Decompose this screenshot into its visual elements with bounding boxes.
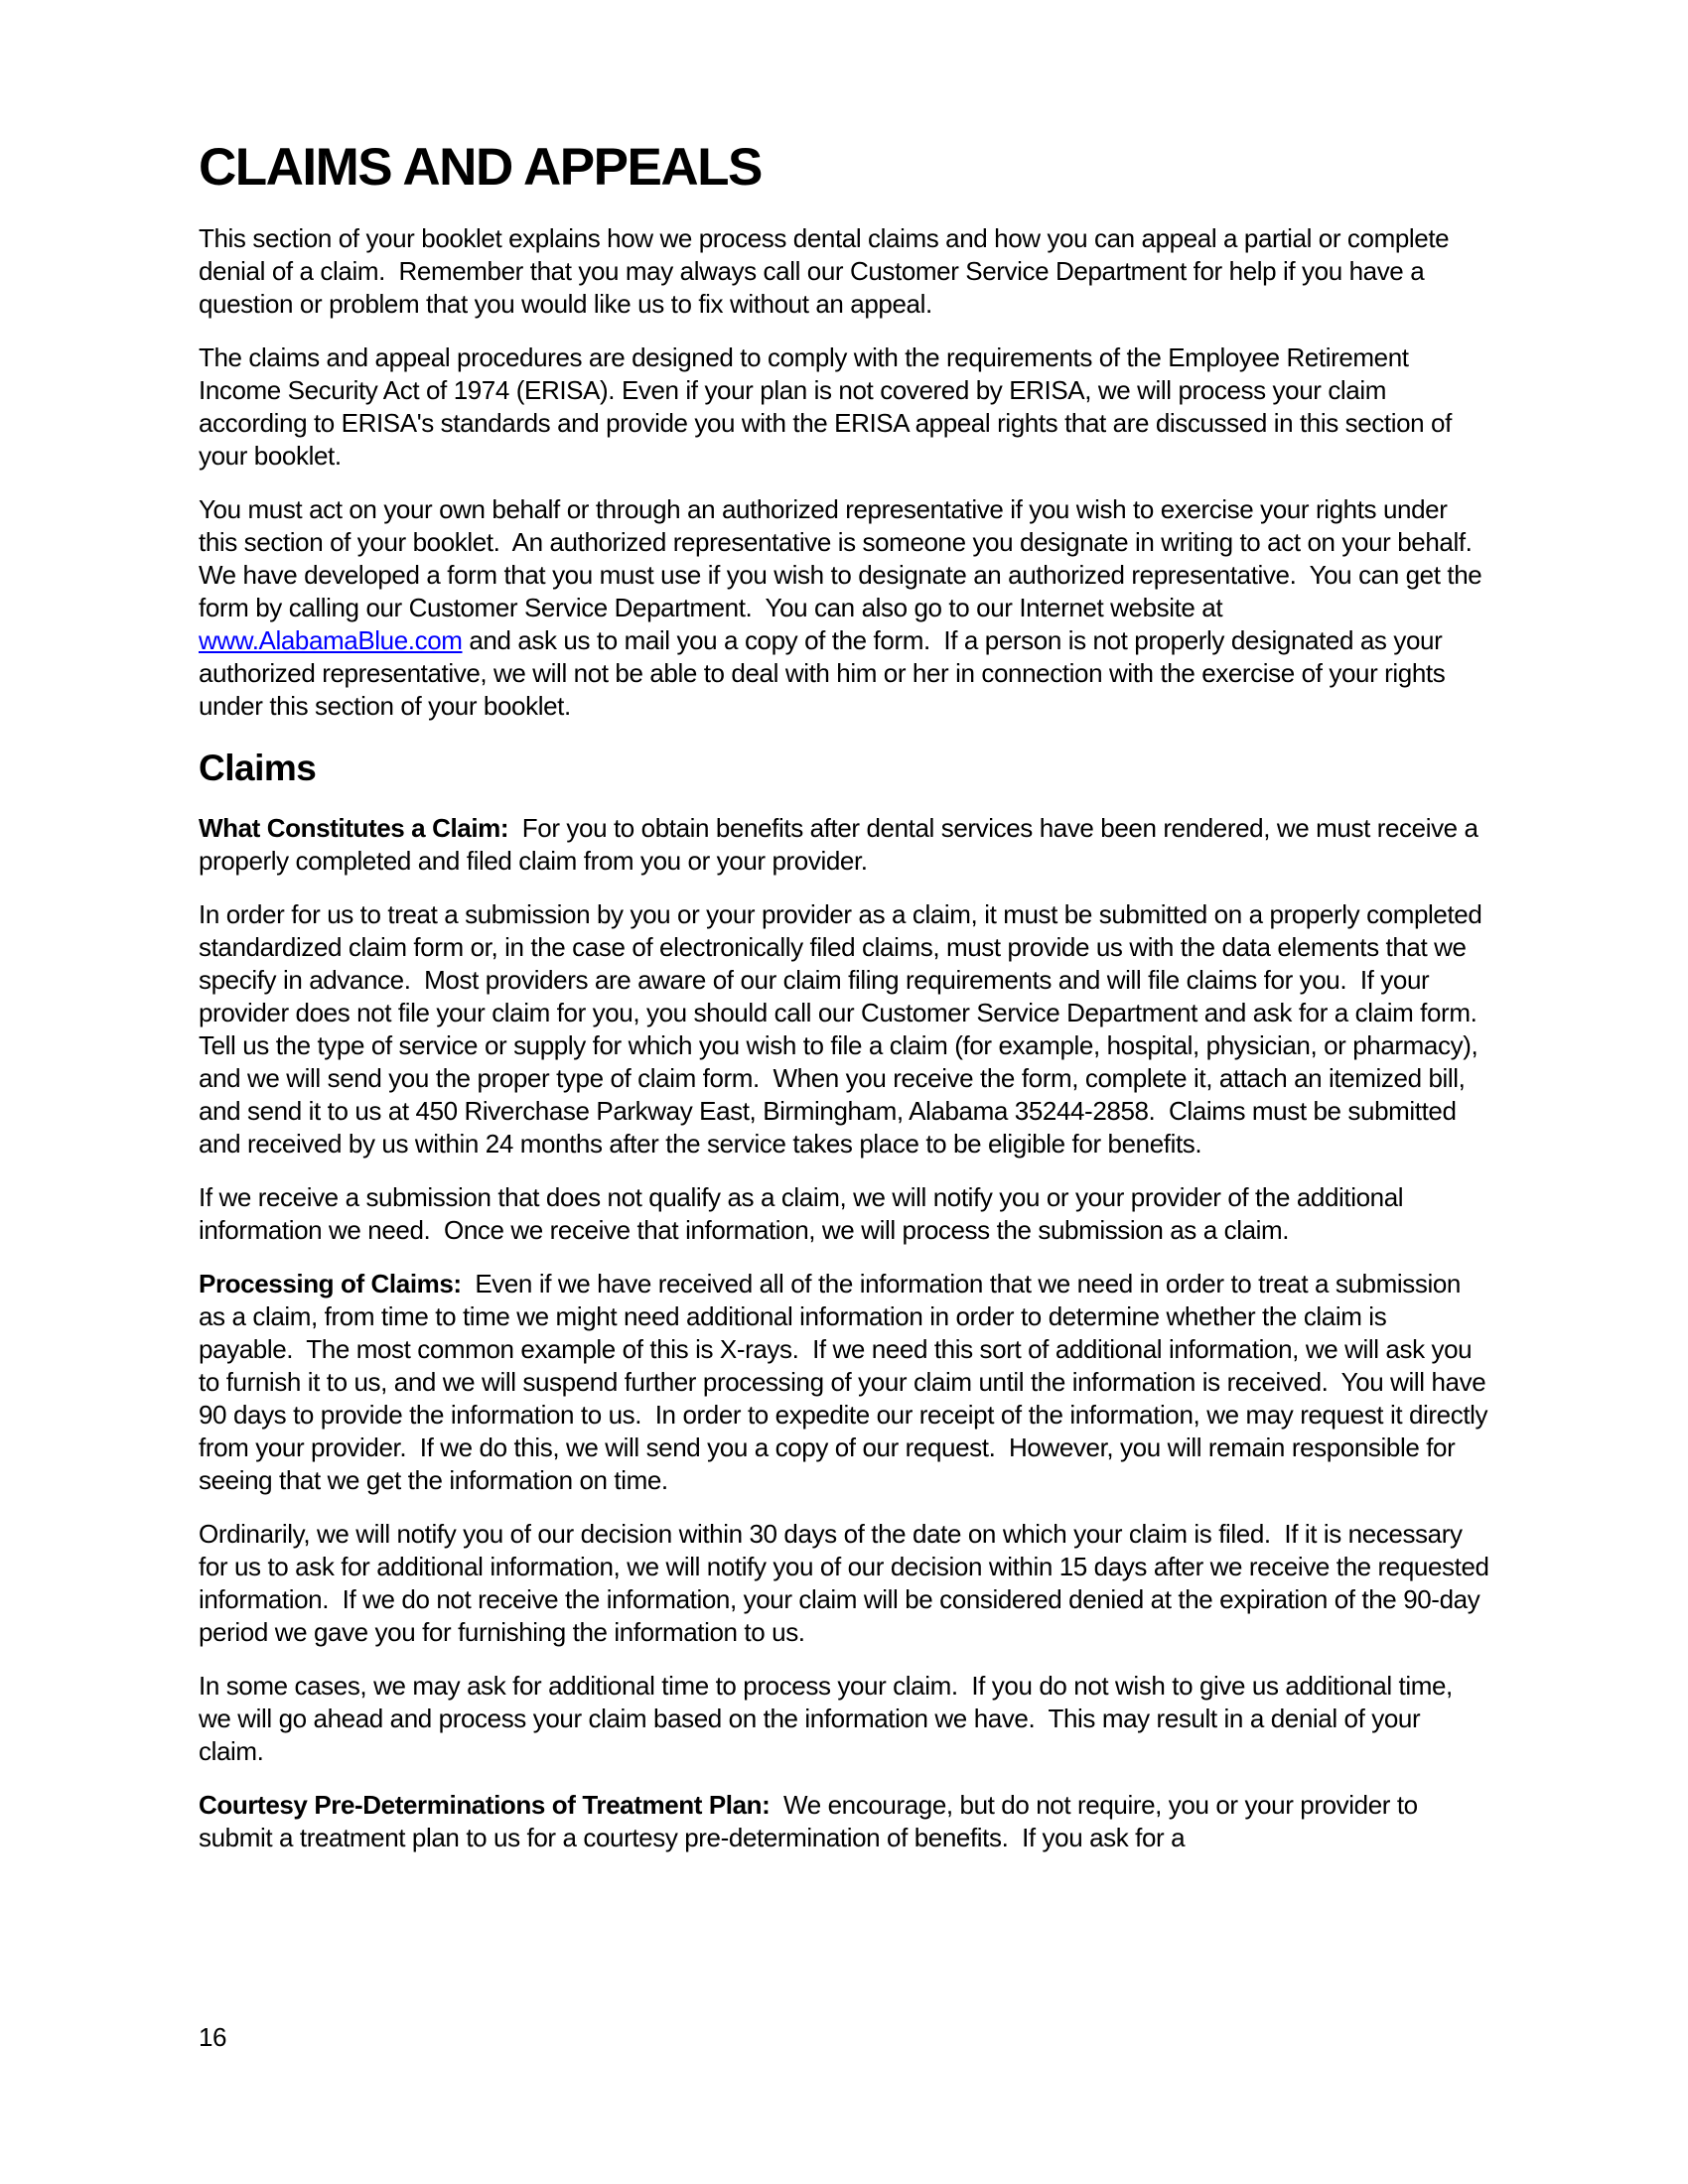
- paragraph-text: We encourage, but do not require, you or your provider to submit a treatment plan to us for a courtesy pre-determination of benefits. If you ask for a: [199, 1790, 1418, 1852]
- paragraph-text: This section of your booklet explains how we process dental claims and how you can appeal a partial or complete denial of a claim. Remember that you may always call our Customer Service Department for help if you have a question or problem that you would like us to fix without an appeal.: [199, 223, 1450, 319]
- paragraph-text: If we receive a submission that does not qualify as a claim, we will notify you or your provider of the additional information we need. Once we receive that information, we will process the submission as a claim.: [199, 1182, 1404, 1245]
- intro-paragraph-1: [199, 222, 1489, 321]
- claims-section-heading: Claims: [199, 748, 317, 788]
- paragraph-text: In some cases, we may ask for additional time to process your claim. If you do not wish to give us additional time, we will go ahead and process your claim based on the information we have. This may result in a denial of your claim.: [199, 1671, 1453, 1766]
- paragraph-lead: Processing of Claims:: [199, 1269, 462, 1298]
- claims-paragraph-4: [199, 1268, 1489, 1497]
- page-number: 16: [199, 2022, 227, 2052]
- alabamablue-link[interactable]: www.AlabamaBlue.com: [199, 625, 463, 655]
- claims-paragraph-3: [199, 1181, 1489, 1247]
- paragraph-lead: What Constitutes a Claim:: [199, 813, 509, 843]
- claims-paragraph-7: [199, 1789, 1489, 1854]
- paragraph-lead: Courtesy Pre-Determinations of Treatment Plan:: [199, 1790, 771, 1820]
- document-content: [199, 139, 1489, 1875]
- paragraph-text: The claims and appeal procedures are designed to comply with the requirements of the Employee Retirement Income Security Act of 1974 (ERISA). Even if your plan is not covered by ERISA, we will process your claim according to ERISA's standards and provide you with the ERISA appeal rights that are discussed in this section of your booklet.: [199, 342, 1452, 471]
- paragraph-text: and ask us to mail you a copy of the form. If a person is not properly designated as your authorized representative, we will not be able to deal with him or her in connection with the exercise of your rights under this section of your booklet.: [199, 625, 1446, 721]
- page-title: CLAIMS AND APPEALS: [199, 138, 762, 197]
- claims-paragraph-5: [199, 1518, 1489, 1649]
- paragraph-text: Even if we have received all of the information that we need in order to treat a submission as a claim, from time to time we might need additional information in order to determine whether the claim is payable. The most common example of this is X-rays. If we need this sort of additional information, we will ask you to furnish it to us, and we will suspend further processing of your claim until the information is received. You will have 90 days to provide the information to us. In order to expedite our receipt of the information, we may request it directly from your provider. If we do this, we will send you a copy of our request. However, you will remain responsible for seeing that we get the information on time.: [199, 1269, 1488, 1495]
- claims-paragraph-1: [199, 812, 1489, 878]
- claims-paragraph-2: [199, 898, 1489, 1160]
- paragraph-text: Ordinarily, we will notify you of our decision within 30 days of the date on which your claim is filed. If it is necessary for us to ask for additional information, we will notify you of our decision within 15 days after we receive the requested information. If we do not receive the information, your claim will be considered denied at the expiration of the 90-day period we gave you for furnishing the information to us.: [199, 1519, 1489, 1647]
- paragraph-text: For you to obtain benefits after dental services have been rendered, we must receive a properly completed and filed claim from you or your provider.: [199, 813, 1478, 876]
- intro-paragraph-2: [199, 341, 1489, 473]
- intro-paragraph-3: [199, 493, 1489, 723]
- paragraph-text: You must act on your own behalf or through an authorized representative if you wish to exercise your rights under this section of your booklet. An authorized representative is someone you designate in writing to act on your behalf. We have developed a form that you must use if you wish to designate an authorized representative. You can get the form by calling our Customer Service Department. You can also go to our Internet website at: [199, 494, 1482, 622]
- claims-paragraph-6: [199, 1670, 1489, 1768]
- paragraph-text: In order for us to treat a submission by you or your provider as a claim, it must be submitted on a properly completed standardized claim form or, in the case of electronically filed claims, must provide us with the data elements that we specify in advance. Most providers are aware of our claim filing requirements and will file claims for you. If your provider does not file your claim for you, you should call our Customer Service Department and ask for a claim form. Tell us the type of service or supply for which you wish to file a claim (for example, hospital, physician, or pharmacy), and we will send you the proper type of claim form. When you receive the form, complete it, attach an itemized bill, and send it to us at 450 Riverchase Parkway East, Birmingham, Alabama 35244-2858. Claims must be submitted and received by us within 24 months after the service takes place to be eligible for benefits.: [199, 899, 1484, 1159]
